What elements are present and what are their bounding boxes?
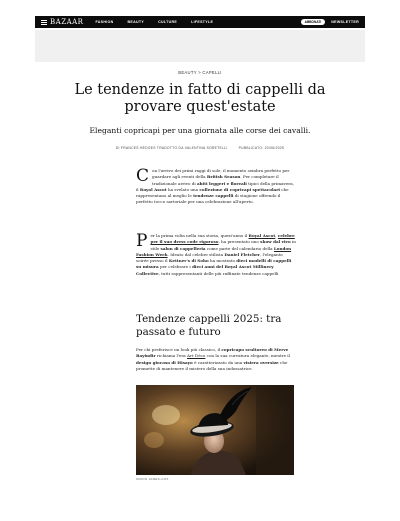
text-run: , l'elegante soirée presso il	[136, 251, 283, 264]
link-dress-code[interactable]: celebre per il suo dress code rigoroso	[150, 233, 295, 245]
newsletter-link[interactable]: NEWSLETTER	[331, 20, 359, 24]
breadcrumb[interactable]: BEAUTY > CAPELLI	[178, 70, 222, 75]
image-caption: SIMON JAMES-COX	[136, 477, 169, 481]
text-run: in stile	[150, 239, 296, 251]
text-run: ,	[275, 233, 278, 238]
link-art-deco[interactable]: Art Déco	[187, 353, 206, 359]
hat-model-photo	[136, 385, 294, 475]
bold-run: visiera oversize	[243, 359, 279, 365]
byline-date: PUBBLICATO: 20/06/2025	[238, 146, 285, 150]
ad-banner	[35, 30, 365, 62]
dropcap: C	[136, 166, 150, 186]
article-subtitle: Eleganti copricapi per una giornata alle corse dei cavalli.	[89, 126, 311, 135]
text-run: come parte del calendario della	[205, 245, 274, 251]
nav-link-beauty[interactable]: BEAUTY	[127, 20, 145, 24]
text-run: per celebrare i	[158, 264, 193, 270]
nav-link-culture[interactable]: CULTURE	[158, 20, 178, 24]
section-heading: Tendenze cappelli 2025: tra passato e futuro	[136, 313, 282, 338]
bold-run: collezione di copricapi spettacolari	[199, 186, 280, 192]
dropcap: P	[136, 231, 148, 251]
text-run: . Ideato dal celebre stilista	[167, 251, 225, 257]
bold-run: copricapo scultoreo di Merve Bayindir	[136, 347, 289, 359]
text-run: richiama l'era	[155, 353, 188, 359]
bazaar-logo[interactable]: BAZAAR	[50, 18, 84, 26]
bold-run: design giocoso di Hisayo	[136, 359, 193, 365]
text-run: ha svelato una	[166, 186, 200, 192]
paragraph-trends	[136, 347, 296, 372]
text-run: , ha presentato uno	[218, 239, 261, 245]
article-title: Le tendenze in fatto di cappelli da provare quest'estate	[74, 82, 326, 115]
subscribe-button[interactable]: ABBONATI	[301, 19, 326, 25]
bold-run: Royal Ascot	[139, 186, 167, 192]
bold-run: Kettner's di Soho	[168, 258, 209, 264]
bold-run: show dal vivo	[260, 239, 291, 245]
bold-run: Daniel Fletcher	[224, 251, 260, 257]
bold-run: dieci modelli di cappelli su misura	[136, 258, 292, 270]
text-run: che promette di mantenere il mistero della sua indossatrice.	[136, 359, 288, 371]
bold-run: British Season	[206, 174, 241, 180]
text-run: tipici della primavera, il	[136, 180, 294, 192]
article-photo	[136, 385, 294, 475]
text-run: . Per completare il tradizionale arrivo di	[152, 174, 279, 186]
text-run: er la prima volta nella sua storia, quest'anno il	[150, 233, 249, 238]
text-run: che rappresentano al meglio le	[136, 186, 289, 199]
top-navigation-bar	[35, 16, 365, 28]
bold-run: salon di cappelleria	[160, 245, 206, 251]
link-royal-ascot[interactable]: Royal Ascot	[248, 233, 276, 238]
paragraph-show	[136, 233, 296, 277]
text-run: con la sua curvatura elegante, mentre il	[205, 353, 290, 359]
text-run: , tutti rappresentanti delle più raffinate tendenze cappelli	[158, 270, 279, 276]
byline-author: DI FRANCES HEDGES TRADOTTO DA VALENTINA SORETELLI	[115, 146, 228, 150]
bold-run: tendenze cappelli	[193, 193, 234, 199]
byline	[0, 146, 400, 150]
text-run: Per chi preferisce un look più classico, il	[136, 347, 222, 352]
bold-run: abiti leggeri e floreali	[197, 180, 247, 186]
nav-link-fashion[interactable]: FASHION	[95, 20, 114, 24]
text-run: di stagione offrendo il perfetto tocco sartoriale per una celebrazione all'aperto.	[136, 193, 281, 205]
bold-run: dieci anni del Royal Ascot Millinery Collective	[136, 264, 274, 276]
paragraph-intro	[136, 168, 296, 206]
text-run: on l'arrivo dei primi raggi di sole, il momento sembra perfetto per guardare agli eventi della	[152, 168, 290, 180]
nav-link-lifestyle[interactable]: LIFESTYLE	[191, 20, 214, 24]
menu-icon[interactable]	[41, 20, 47, 25]
link-london-fashion-week[interactable]: London Fashion Week	[136, 245, 292, 257]
text-run: ha mostrato	[208, 258, 237, 264]
text-run: è caratterizzato da una	[192, 359, 244, 365]
